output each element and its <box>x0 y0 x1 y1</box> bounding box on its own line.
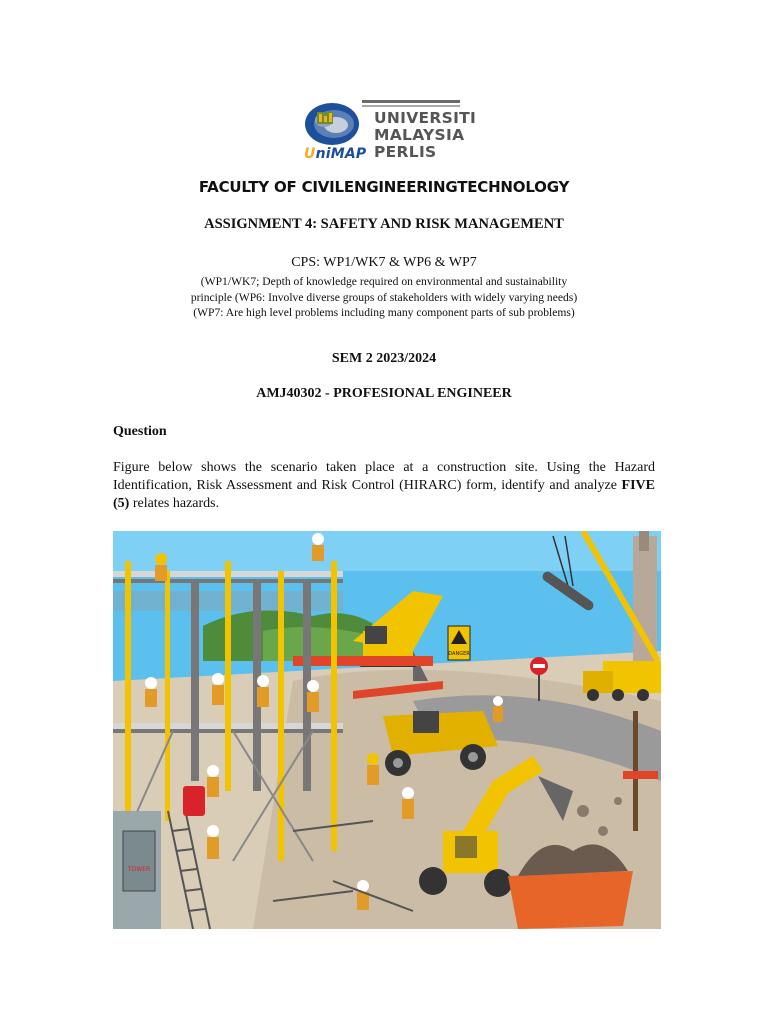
tower-label: TOWER <box>127 866 151 873</box>
danger-sign-label: DANGER <box>448 651 470 657</box>
construction-scene <box>113 531 661 929</box>
cps-note: (WP7: Are high level problems including many component parts of sub problems) <box>193 306 575 319</box>
cps-note: (WP1/WK7; Depth of knowledge required on environmental and sustainability <box>200 275 568 288</box>
question-heading: Question <box>113 424 167 439</box>
cps-line: CPS: WP1/WK7 & WP6 & WP7 <box>291 255 477 270</box>
unimap-emblem-icon <box>304 100 362 150</box>
question-text: Figure below shows the scenario taken place at a construction site. Using the Hazard Identification, Risk Assessment and Risk Control (HIRARC) form, identify and analyze FIVE (5) relates hazards. <box>113 460 655 511</box>
university-logo <box>302 100 477 166</box>
unimap-wordmark: UniMAP <box>304 146 367 162</box>
construction-site-illustration <box>113 531 661 929</box>
faculty-title: FACULTY OF CIVILENGINEERINGTECHNOLOGY <box>198 178 570 196</box>
cps-notes <box>0 274 768 321</box>
semester-line: SEM 2 2023/2024 <box>331 351 437 366</box>
cps-note: principle (WP6: Involve diverse groups of stakeholders with widely varying needs) <box>190 290 578 304</box>
university-name: UNIVERSITI MALAYSIA PERLIS <box>374 109 477 161</box>
assignment-title: ASSIGNMENT 4: SAFETY AND RISK MANAGEMENT <box>204 216 564 232</box>
course-line: AMJ40302 - PROFESIONAL ENGINEER <box>256 386 512 401</box>
logo-bars <box>362 100 462 108</box>
